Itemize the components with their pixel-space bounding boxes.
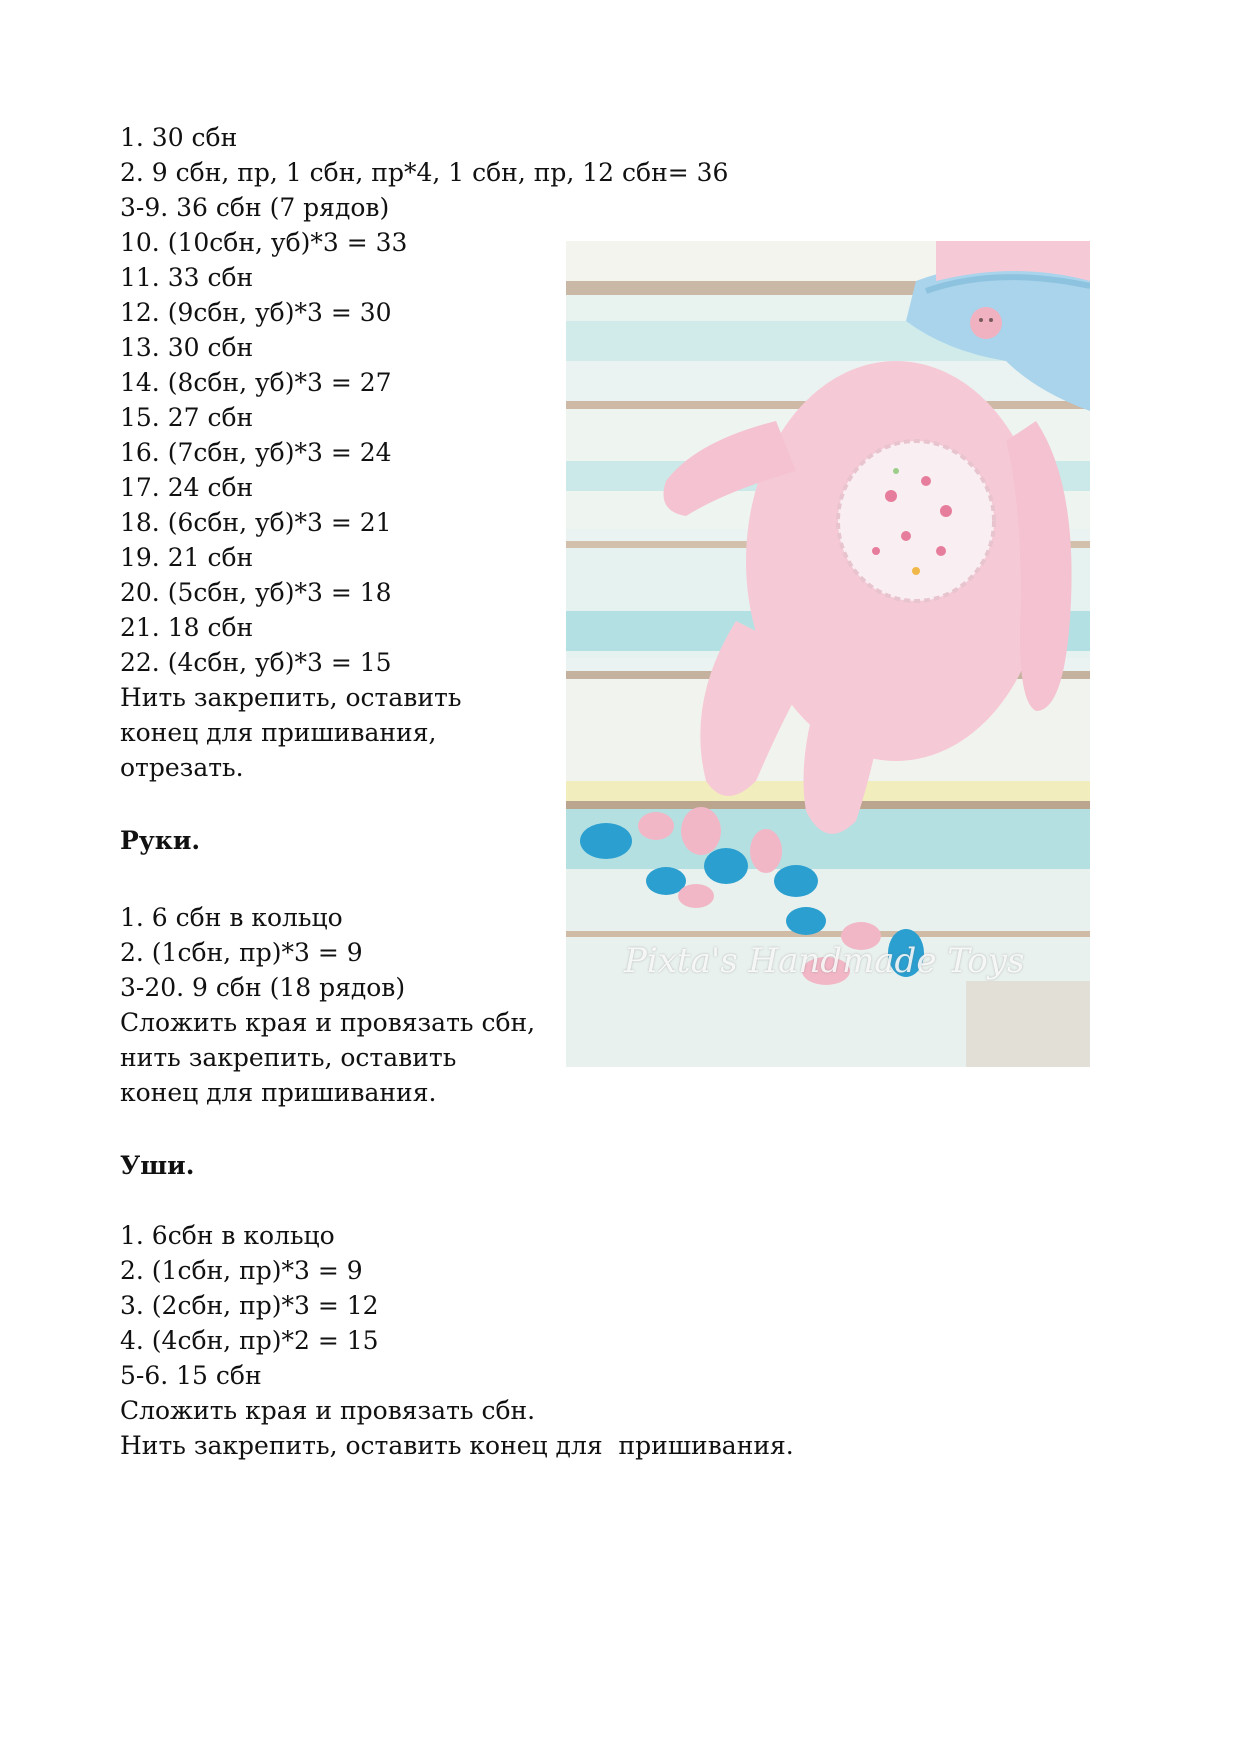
pattern-line: Нить закрепить, оставить: [120, 683, 462, 712]
pattern-line: 22. (4сбн, уб)*3 = 15: [120, 648, 392, 677]
ears-line: Нить закрепить, оставить конец для пришивания.: [120, 1431, 794, 1460]
pattern-line: 11. 33 сбн: [120, 263, 254, 292]
pattern-line: 19. 21 сбн: [120, 543, 254, 572]
ears-line: 5-6. 15 сбн: [120, 1361, 262, 1390]
arms-line: 3-20. 9 сбн (18 рядов): [120, 973, 406, 1002]
ears-line: 2. (1сбн, пр)*3 = 9: [120, 1256, 363, 1285]
arms-line: Сложить края и провязать сбн,: [120, 1008, 536, 1037]
pattern-line: 14. (8сбн, уб)*3 = 27: [120, 368, 392, 397]
pattern-line: 18. (6сбн, уб)*3 = 21: [120, 508, 392, 537]
arms-line: нить закрепить, оставить: [120, 1043, 457, 1072]
ears-line: 3. (2сбн, пр)*3 = 12: [120, 1291, 379, 1320]
pattern-line: 21. 18 сбн: [120, 613, 254, 642]
arms-heading: Руки.: [120, 826, 201, 855]
arms-line: 1. 6 сбн в кольцо: [120, 903, 343, 932]
pattern-line: 16. (7сбн, уб)*3 = 24: [120, 438, 392, 467]
ears-heading: Уши.: [120, 1151, 195, 1180]
pattern-line: 20. (5сбн, уб)*3 = 18: [120, 578, 392, 607]
ears-line: 4. (4сбн, пр)*2 = 15: [120, 1326, 379, 1355]
pattern-line: отрезать.: [120, 753, 244, 782]
pattern-line: 2. 9 сбн, пр, 1 сбн, пр*4, 1 сбн, пр, 12 сбн= 36: [120, 158, 729, 187]
pattern-line: 17. 24 сбн: [120, 473, 254, 502]
pattern-line: 1. 30 сбн: [120, 123, 238, 152]
arms-line: конец для пришивания.: [120, 1078, 437, 1107]
ears-line: Сложить края и провязать сбн.: [120, 1396, 536, 1425]
pattern-line: 13. 30 сбн: [120, 333, 254, 362]
pattern-line: 10. (10сбн, уб)*3 = 33: [120, 228, 408, 257]
pattern-line: 15. 27 сбн: [120, 403, 254, 432]
pattern-line: конец для пришивания,: [120, 718, 437, 747]
ears-line: 1. 6сбн в кольцо: [120, 1221, 335, 1250]
arms-line: 2. (1сбн, пр)*3 = 9: [120, 938, 363, 967]
photo-watermark: Pixta's Handmade Toys: [624, 941, 1025, 981]
pattern-line: 3-9. 36 сбн (7 рядов): [120, 193, 390, 222]
pattern-line: 12. (9сбн, уб)*3 = 30: [120, 298, 392, 327]
toy-photo: [566, 241, 1090, 1067]
